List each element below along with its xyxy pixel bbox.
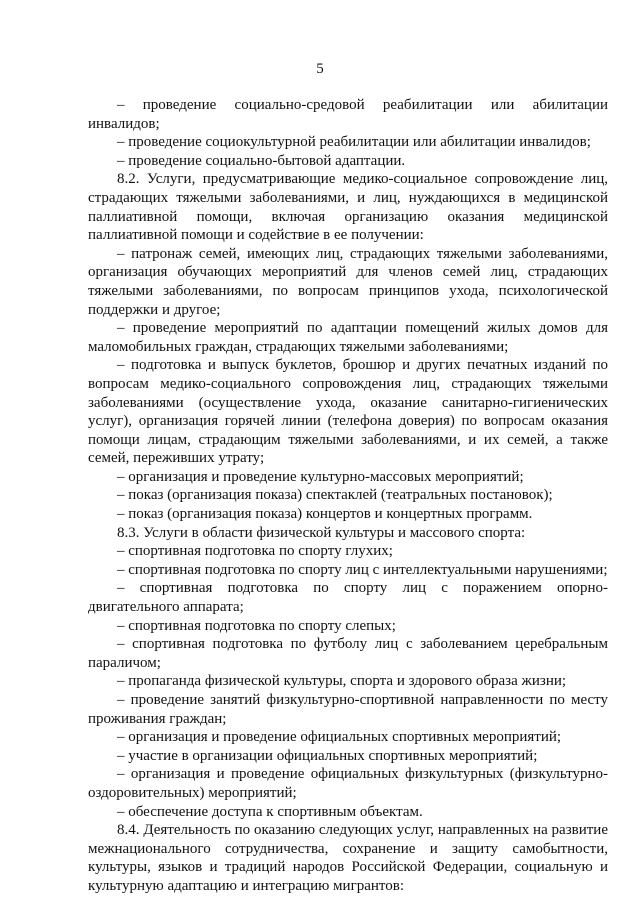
section-heading: 8.2. Услуги, предусматривающие медико-социальное сопровождение лиц, страдающих тяжелыми заболеваниями, и лиц, нуждающихся в медицинской паллиативной помощи, включая организацию оказания медицинской паллиативной помощи и содействие в ее получении:: [88, 171, 608, 244]
page-number: 5: [316, 61, 324, 77]
list-item: – проведение занятий физкультурно-спортивной направленности по месту проживания граждан;: [88, 692, 608, 727]
list-item: – организация и проведение официальных физкультурных (физкультурно-оздоровительных) мероприятий;: [88, 766, 608, 801]
list-item: – спортивная подготовка по спорту слепых;: [117, 617, 396, 634]
list-item: – пропаганда физической культуры, спорта и здорового образа жизни;: [117, 673, 567, 690]
list-item: – спортивная подготовка по футболу лиц с заболеванием церебральным параличом;: [88, 636, 608, 671]
list-item: – патронаж семей, имеющих лиц, страдающих тяжелыми заболеваниями, организация обучающих мероприятий для членов семей лиц, страдающих тяжелыми заболеваниями, по вопросам принципов ухода, психологической поддержки и другое;: [88, 245, 608, 318]
list-item: – проведение социокультурной реабилитации или абилитации инвалидов;: [117, 134, 591, 151]
list-item: – спортивная подготовка по спорту глухих;: [117, 543, 393, 560]
list-item: – проведение социально-средовой реабилитации или абилитации инвалидов;: [88, 97, 608, 132]
list-item: – организация и проведение официальных спортивных мероприятий;: [117, 729, 562, 746]
list-item: – обеспечение доступа к спортивным объектам.: [117, 803, 423, 820]
list-item: – организация и проведение культурно-массовых мероприятий;: [117, 468, 524, 485]
document-body: [88, 96, 608, 896]
list-item: – показ (организация показа) концертов и концертных программ.: [117, 506, 533, 523]
list-item: – спортивная подготовка по спорту лиц с интеллектуальными нарушениями;: [117, 561, 608, 578]
list-item: – показ (организация показа) спектаклей (театральных постановок);: [117, 487, 553, 504]
list-item: – проведение социально-бытовой адаптации.: [117, 152, 406, 169]
section-heading: 8.4. Деятельность по оказанию следующих услуг, направленных на развитие межнационального сотрудничества, сохранение и защиту самобытности, культуры, языков и традиций народов Российской Федерации, социальную и культурную адаптацию и интеграцию мигрантов:: [88, 822, 608, 894]
section-heading: 8.3. Услуги в области физической культуры и массового спорта:: [117, 524, 526, 541]
list-item: – участие в организации официальных спортивных мероприятий;: [117, 747, 538, 764]
list-item: – спортивная подготовка по спорту лиц с поражением опорно-двигательного аппарата;: [88, 580, 608, 616]
list-item: – проведение мероприятий по адаптации помещений жилых домов для маломобильных граждан, страдающих тяжелыми заболеваниями;: [88, 320, 608, 355]
list-item: – подготовка и выпуск буклетов, брошюр и других печатных изданий по вопросам медико-социального сопровождения лиц, страдающих тяжелыми заболеваниями (осуществление ухода, оказание санитарно-гигиенических услуг), организация горячей линии (телефона доверия) по вопросам оказания помощи лицам, страдающим тяжелыми заболеваниями, и их семей, а также семей, переживших утрату;: [88, 357, 608, 467]
